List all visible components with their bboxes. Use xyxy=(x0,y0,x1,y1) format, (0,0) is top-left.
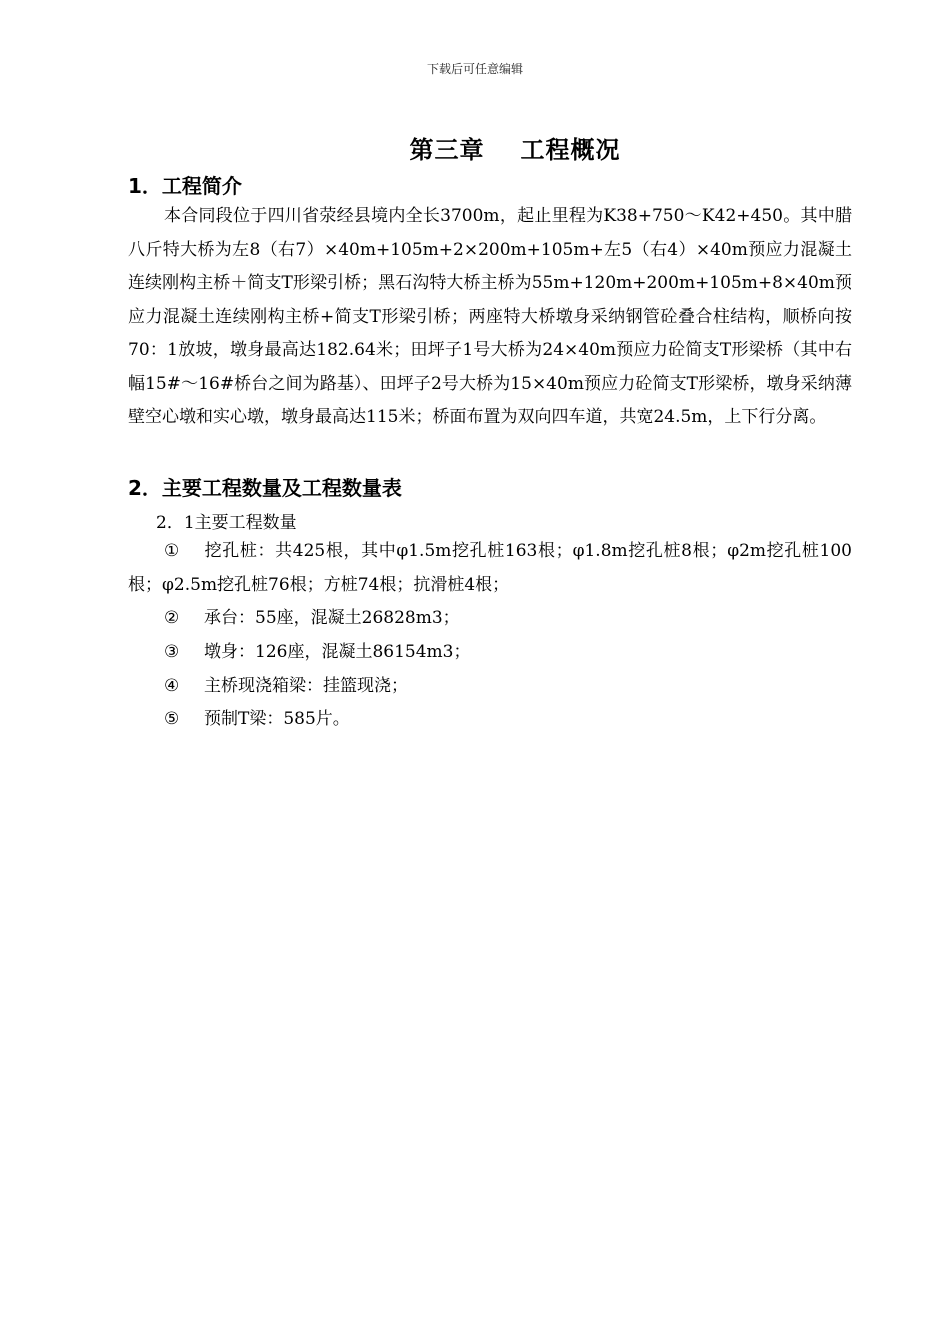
item-number: ② xyxy=(164,608,180,628)
item-number: ③ xyxy=(164,642,180,662)
section-2-heading: 2．主要工程数量及工程数量表 xyxy=(128,476,402,500)
chapter-name: 工程概况 xyxy=(520,136,621,164)
section-1-heading: 1．工程简介 xyxy=(128,174,242,198)
item-text: 预制T梁：585片。 xyxy=(204,709,350,729)
item-text: 承台：55座，混凝土26828m3； xyxy=(204,608,460,628)
item-number: ⑤ xyxy=(164,709,180,729)
list-item xyxy=(128,602,852,636)
list-item xyxy=(128,636,852,670)
list-item xyxy=(128,703,852,737)
list-item xyxy=(128,670,852,704)
item-number: ① xyxy=(164,541,180,561)
list-item xyxy=(128,535,852,602)
item-text: 挖孔桩：共425根，其中φ1.5m挖孔桩163根；φ1.8m挖孔桩8根；φ2m挖孔桩100根；φ2.5m挖孔桩76根；方桩74根；抗滑桩4根； xyxy=(128,541,852,595)
item-text: 墩身：126座，混凝土86154m3； xyxy=(204,642,471,662)
section-1-paragraph: 本合同段位于四川省荥经县境内全长3700m，起止里程为K38+750～K42+450。其中腊八斤特大桥为左8（右7）×40m+105m+2×200m+105m+左5（右4）×40m预应力混凝土连续刚构主桥＋简支T形梁引桥；黑石沟特大桥主桥为55m+120m+200m+105m+8×40m预应力混凝土连续刚构主桥+简支T形梁引桥；两座特大桥墩身采纳钢管砼叠合柱结构，顺桥向按70：1放坡，墩身最高达182.64米；田坪子1号大桥为24×40m预应力砼简支T形梁桥（其中右幅15#～16#桥台之间为路基）、田坪子2号大桥为15×40m预应力砼简支T形梁桥，墩身采纳薄壁空心墩和实心墩，墩身最高达115米；桥面布置为双向四车道，共宽24.5m，上下行分离。 xyxy=(128,206,852,427)
item-number: ④ xyxy=(164,676,180,696)
item-text: 主桥现浇箱梁：挂篮现浇； xyxy=(204,676,408,696)
header-note: 下载后可任意编辑 xyxy=(426,62,523,76)
chapter-title xyxy=(300,130,730,165)
section-2-1-heading: 2．1主要工程数量 xyxy=(156,513,297,533)
chapter-label: 第三章 xyxy=(409,136,485,164)
